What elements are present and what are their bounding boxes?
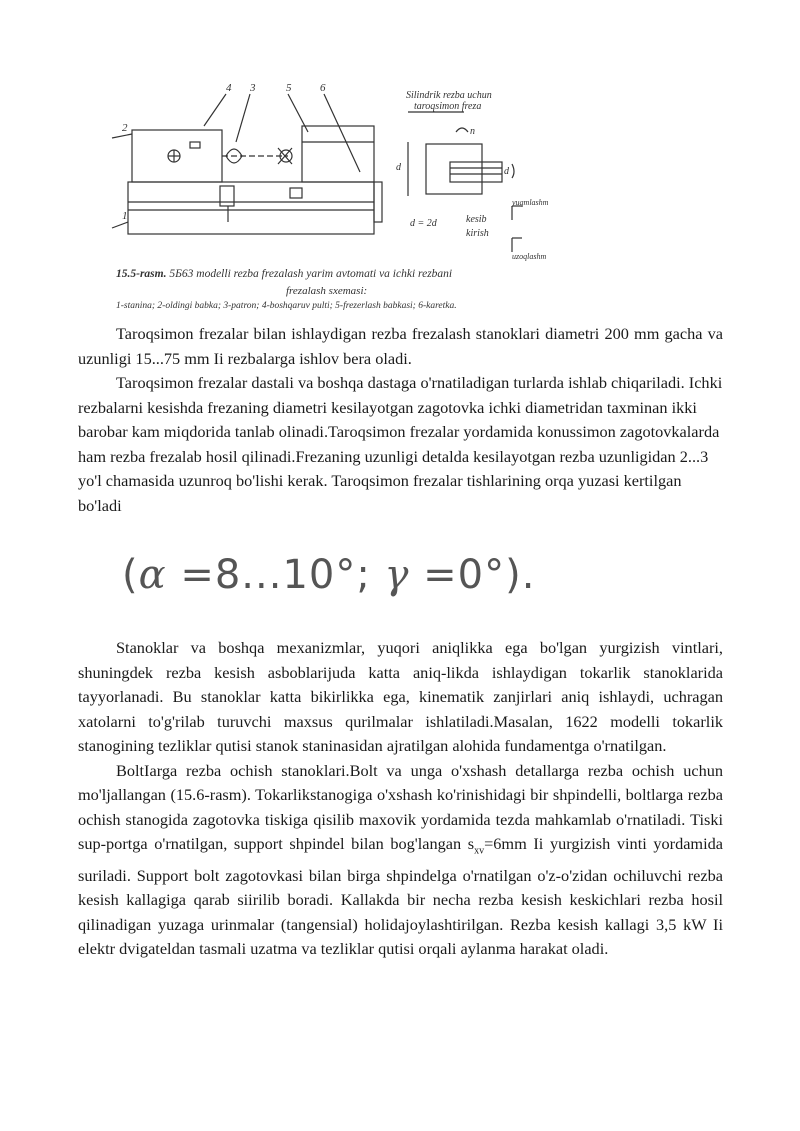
inset-title-1: Silindrik rezba uchun: [406, 90, 492, 101]
formula-angles: [122, 552, 535, 598]
figure-label-6: 6: [320, 82, 326, 94]
paragraph: [78, 759, 723, 962]
figure-label-5: 5: [286, 82, 292, 94]
formula-open: (: [122, 552, 139, 598]
paragraph-part-b: =6mm Ii yurgizish vinti yordamida suriladi. Support bolt zagotovkasi bilan birga shpindelga o'rnatilgan o'z-o'zidan ochiluvchi rezba kesish kallagiga qarab siirilib boradi. Kallakda bir necha rezba kesish keskichlari rezba hosil qilinadigan yuzaga urinmalar (tangensial) holidajoylashtirilgan. Rezba kesish kallagi 3,5 kW Ii elektr dvigateldan tasmali uzatma va tezliklar qutisi orqali aylanma harakat oladi.: [78, 834, 723, 959]
figure-caption-line-2: frezalash sxemasi:: [286, 285, 368, 297]
machine-drawing: [108, 82, 560, 318]
figure-label-1: 1: [122, 210, 128, 222]
figure-caption-number: 15.5-rasm.: [116, 268, 167, 280]
inset-title-2: taroqsimon freza: [414, 101, 482, 112]
figure-label-4: 4: [226, 82, 232, 94]
alpha-value: =8...10°;: [166, 552, 385, 598]
text-block-top: [78, 322, 723, 518]
gamma-symbol: γ: [384, 552, 410, 598]
figure-caption: [116, 268, 452, 280]
paragraph: Stanoklar va boshqa mexanizmlar, yuqori aniqlikka ega bo'lgan yurgizish vintlari, shuningdek rezba kesish asboblarijuda katta aniq-likda ishlaydigan tokarlik stanoklarida tayyorlanadi. Bu stanoklar katta bikirlikka ega, kinematik zanjirlari aniq ishlaydi, uchragan xatolarni to'g'rilab turuvchi maxsus qurilmalar ishlatiladi.Masalan, 1622 modelli tokarlik stanogining tezliklar qutisi stanok staninasidan ajratilgan alohida fundamentga o'rnatilgan.: [78, 638, 723, 755]
figure-15-5: [108, 82, 560, 318]
inset-kesib: kesib: [466, 214, 487, 225]
inset-d-label: d: [396, 162, 401, 173]
paragraph: Taroqsimon frezalar bilan ishlaydigan rezba frezalash stanoklari diametri 200 mm gacha va uzunligi 15...75 mm Ii rezbalarga ishlov bera oladi.: [78, 324, 723, 368]
inset-top-label: yuqmlashm: [512, 198, 549, 207]
inset-bottom-label: uzoqlashm: [512, 252, 547, 261]
figure-caption-legend: 1-stanina; 2-oldingi babka; 3-patron; 4-boshqaruv pulti; 5-frezerlash babkasi; 6-karetka.: [116, 301, 457, 311]
alpha-symbol: α: [138, 552, 167, 598]
paragraph: Taroqsimon frezalar dastali va boshqa dastaga o'rnatiladigan turlarda ishlab chiqariladi. Ichki rezbalarni kesishda frezaning diametri kesilayotgan zagotovka ichki diametridan taxminan ikki barobar kam miqdorida tanlab olinadi.Taroqsimon frezalar yordamida konussimon zagotovkalarda ham rezba frezalab hosil qilinadi.Frezaning uzunligi detalda kesilayotgan rezba uzunligidan 2...3 yo'l chamasida uzunroq bo'lishi kerak. Taroqsimon frezalar tishlarining orqa yuzasi kertilgan bo'ladi: [78, 373, 723, 515]
inset-kirish: kirish: [466, 228, 489, 239]
figure-caption-text: 5Б63 modelli rezba frezalash yarim avtomati va ichki rezbani: [166, 268, 453, 280]
inset-n-label: n: [470, 126, 475, 137]
subscript-xv: xv: [474, 845, 485, 857]
gamma-value: =0°).: [409, 552, 536, 598]
text-block-bottom: [78, 636, 723, 962]
paragraph-part-a: BoltIarga rezba ochish stanoklari.Bolt va unga o'xshash detallarga rezba ochish uchun mo'ljallangan (15.6-rasm). Tokarlikstanogiga o'xshash ko'rinishidagi bir shpindelli, boltlarga rezba ochish stanogida zagotovka tiskiga qisilib maxovik yordamida tezda mahkamlab o'rnatiladi. Tiski sup-portga o'rnatilgan, support shpindel bilan bog'langan s: [78, 760, 723, 853]
inset-d2-label: d: [504, 166, 509, 177]
inset-formula: d = 2d: [410, 218, 437, 229]
figure-label-3: 3: [250, 82, 256, 94]
figure-label-2: 2: [122, 122, 128, 134]
